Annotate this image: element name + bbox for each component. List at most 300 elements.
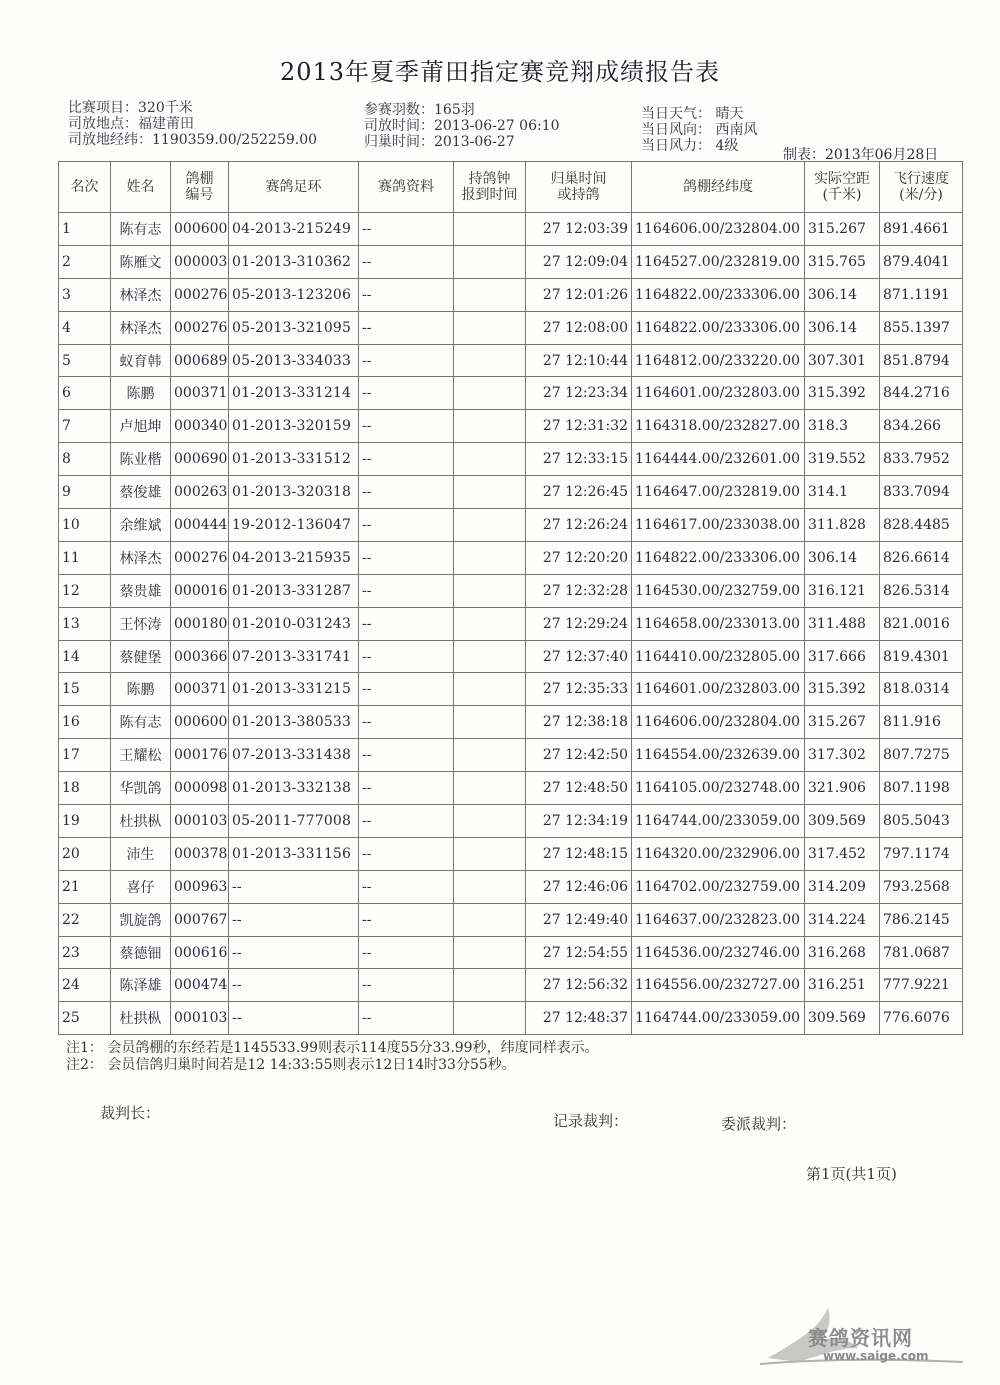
cell-clock — [454, 706, 526, 739]
cell-return-time: 27 12:33:15 — [526, 443, 632, 476]
cell-clock — [454, 278, 526, 311]
table-row — [59, 410, 963, 443]
cell-clock — [454, 213, 526, 246]
column-header: 鸽棚 编号 — [171, 162, 229, 213]
meta-entries: 参赛羽数：165羽 — [364, 102, 475, 118]
cell-info: -- — [359, 739, 454, 772]
cell-rank: 24 — [59, 969, 111, 1002]
cell-return-time: 27 12:03:39 — [526, 213, 632, 246]
cell-speed: 871.1191 — [880, 278, 963, 311]
cell-clock — [454, 509, 526, 542]
cell-name: 林泽杰 — [111, 311, 171, 344]
cell-return-time: 27 12:20:20 — [526, 541, 632, 574]
cell-coords: 1164744.00/233059.00 — [632, 1002, 805, 1035]
table-row — [59, 739, 963, 772]
cell-info: -- — [359, 936, 454, 969]
table-row — [59, 640, 963, 673]
cell-return-time: 27 12:56:32 — [526, 969, 632, 1002]
table-row — [59, 476, 963, 509]
meta-weather: 当日天气： 晴天 — [641, 106, 744, 122]
table-row — [59, 673, 963, 706]
cell-shed-id: 000276 — [171, 311, 229, 344]
meta-release-time: 司放时间：2013-06-27 06:10 — [364, 118, 560, 134]
meta-wind-direction: 当日风向： 西南风 — [641, 122, 758, 138]
cell-distance: 316.251 — [805, 969, 880, 1002]
cell-coords: 1164822.00/233306.00 — [632, 278, 805, 311]
cell-distance: 307.301 — [805, 344, 880, 377]
cell-rank: 12 — [59, 574, 111, 607]
cell-info: -- — [359, 278, 454, 311]
cell-name: 陈有志 — [111, 706, 171, 739]
cell-name: 凯旋鸽 — [111, 903, 171, 936]
cell-ring: -- — [229, 936, 359, 969]
meta-return-date: 归巢时间：2013-06-27 — [364, 134, 515, 150]
cell-rank: 1 — [59, 213, 111, 246]
cell-coords: 1164320.00/232906.00 — [632, 837, 805, 870]
cell-rank: 4 — [59, 311, 111, 344]
table-row — [59, 213, 963, 246]
cell-shed-id: 000371 — [171, 377, 229, 410]
cell-ring: 01-2013-331215 — [229, 673, 359, 706]
cell-clock — [454, 969, 526, 1002]
cell-info: -- — [359, 476, 454, 509]
cell-distance: 321.906 — [805, 772, 880, 805]
table-row — [59, 377, 963, 410]
table-row — [59, 1002, 963, 1035]
cell-return-time: 27 12:48:50 — [526, 772, 632, 805]
cell-shed-id: 000371 — [171, 673, 229, 706]
cell-return-time: 27 12:26:45 — [526, 476, 632, 509]
cell-name: 卢旭坤 — [111, 410, 171, 443]
cell-info: -- — [359, 443, 454, 476]
cell-info: -- — [359, 541, 454, 574]
cell-clock — [454, 870, 526, 903]
cell-ring: 01-2013-310362 — [229, 245, 359, 278]
cell-ring: 01-2013-320159 — [229, 410, 359, 443]
cell-shed-id: 000689 — [171, 344, 229, 377]
cell-distance: 314.209 — [805, 870, 880, 903]
cell-ring: -- — [229, 870, 359, 903]
cell-distance: 314.224 — [805, 903, 880, 936]
watermark-url: www.saige.com — [823, 1349, 929, 1363]
cell-info: -- — [359, 640, 454, 673]
cell-coords: 1164702.00/232759.00 — [632, 870, 805, 903]
cell-speed: 777.9221 — [880, 969, 963, 1002]
cell-clock — [454, 640, 526, 673]
cell-rank: 8 — [59, 443, 111, 476]
cell-info: -- — [359, 903, 454, 936]
cell-clock — [454, 1002, 526, 1035]
cell-clock — [454, 311, 526, 344]
cell-clock — [454, 344, 526, 377]
cell-distance: 311.488 — [805, 607, 880, 640]
cell-ring: 05-2011-777008 — [229, 805, 359, 838]
cell-return-time: 27 12:42:50 — [526, 739, 632, 772]
cell-rank: 23 — [59, 936, 111, 969]
cell-shed-id: 000103 — [171, 1002, 229, 1035]
cell-ring: -- — [229, 969, 359, 1002]
cell-return-time: 27 12:10:44 — [526, 344, 632, 377]
meta-weather-info — [641, 106, 757, 154]
cell-distance: 316.121 — [805, 574, 880, 607]
column-header: 赛鸽资料 — [359, 162, 454, 213]
cell-speed: 807.1198 — [880, 772, 963, 805]
cell-ring: -- — [229, 1002, 359, 1035]
table-row — [59, 245, 963, 278]
cell-return-time: 27 12:32:28 — [526, 574, 632, 607]
cell-return-time: 27 12:09:04 — [526, 245, 632, 278]
cell-shed-id: 000600 — [171, 706, 229, 739]
cell-name: 杜拱枞 — [111, 805, 171, 838]
cell-distance: 314.1 — [805, 476, 880, 509]
cell-rank: 22 — [59, 903, 111, 936]
table-row — [59, 344, 963, 377]
cell-speed: 781.0687 — [880, 936, 963, 969]
cell-clock — [454, 772, 526, 805]
cell-return-time: 27 12:48:15 — [526, 837, 632, 870]
cell-coords: 1164647.00/232819.00 — [632, 476, 805, 509]
column-header: 名次 — [59, 162, 111, 213]
cell-coords: 1164658.00/233013.00 — [632, 607, 805, 640]
column-header: 姓名 — [111, 162, 171, 213]
cell-coords: 1164606.00/232804.00 — [632, 706, 805, 739]
cell-info: -- — [359, 673, 454, 706]
cell-name: 陈鹏 — [111, 377, 171, 410]
cell-coords: 1164617.00/233038.00 — [632, 509, 805, 542]
cell-name: 蔡德钿 — [111, 936, 171, 969]
cell-ring: 01-2013-331214 — [229, 377, 359, 410]
table-row — [59, 772, 963, 805]
cell-distance: 306.14 — [805, 541, 880, 574]
cell-info: -- — [359, 607, 454, 640]
cell-return-time: 27 12:35:33 — [526, 673, 632, 706]
cell-clock — [454, 903, 526, 936]
cell-coords: 1164318.00/232827.00 — [632, 410, 805, 443]
cell-ring: 01-2013-380533 — [229, 706, 359, 739]
cell-name: 蚁育韩 — [111, 344, 171, 377]
cell-clock — [454, 443, 526, 476]
cell-clock — [454, 837, 526, 870]
signature-chief-judge: 裁判长： — [100, 1104, 161, 1122]
cell-speed: 844.2716 — [880, 377, 963, 410]
table-row — [59, 278, 963, 311]
cell-ring: 07-2013-331741 — [229, 640, 359, 673]
table-row — [59, 706, 963, 739]
column-header: 持鸽钟 报到时间 — [454, 162, 526, 213]
cell-speed: 828.4485 — [880, 509, 963, 542]
cell-name: 王怀涛 — [111, 607, 171, 640]
table-header-row — [59, 162, 963, 213]
table-row — [59, 870, 963, 903]
cell-speed: 811.916 — [880, 706, 963, 739]
meta-race-distance: 比赛项目：320千米 — [68, 100, 193, 116]
cell-distance: 317.666 — [805, 640, 880, 673]
page-number: 第1页(共1页) — [806, 1165, 897, 1183]
cell-info: -- — [359, 969, 454, 1002]
cell-distance: 309.569 — [805, 805, 880, 838]
cell-distance: 315.392 — [805, 377, 880, 410]
cell-speed: 807.7275 — [880, 739, 963, 772]
cell-distance: 317.302 — [805, 739, 880, 772]
cell-coords: 1164105.00/232748.00 — [632, 772, 805, 805]
cell-return-time: 27 12:37:40 — [526, 640, 632, 673]
table-row — [59, 443, 963, 476]
table-row — [59, 805, 963, 838]
cell-speed: 805.5043 — [880, 805, 963, 838]
cell-coords: 1164556.00/232727.00 — [632, 969, 805, 1002]
cell-return-time: 27 12:08:00 — [526, 311, 632, 344]
cell-rank: 6 — [59, 377, 111, 410]
cell-coords: 1164744.00/233059.00 — [632, 805, 805, 838]
cell-return-time: 27 12:01:26 — [526, 278, 632, 311]
column-header: 实际空距 (千米) — [805, 162, 880, 213]
cell-rank: 2 — [59, 245, 111, 278]
cell-rank: 7 — [59, 410, 111, 443]
cell-rank: 20 — [59, 837, 111, 870]
cell-speed: 776.6076 — [880, 1002, 963, 1035]
cell-ring: 04-2013-215935 — [229, 541, 359, 574]
cell-name: 华凯鸽 — [111, 772, 171, 805]
note-2: 注2： 会员信鸽归巢时间若是12 14:33:55则表示12日14时33分55秒。 — [66, 1057, 516, 1073]
cell-clock — [454, 805, 526, 838]
table-row — [59, 969, 963, 1002]
cell-coords: 1164822.00/233306.00 — [632, 541, 805, 574]
table-row — [59, 936, 963, 969]
cell-speed: 833.7094 — [880, 476, 963, 509]
table-row — [59, 509, 963, 542]
cell-distance: 306.14 — [805, 311, 880, 344]
table-row — [59, 837, 963, 870]
cell-speed: 818.0314 — [880, 673, 963, 706]
cell-speed: 793.2568 — [880, 870, 963, 903]
cell-coords: 1164606.00/232804.00 — [632, 213, 805, 246]
cell-info: -- — [359, 213, 454, 246]
meta-release-place: 司放地点：福建莆田 — [68, 116, 194, 132]
cell-clock — [454, 541, 526, 574]
cell-coords: 1164601.00/232803.00 — [632, 673, 805, 706]
cell-info: -- — [359, 311, 454, 344]
cell-rank: 14 — [59, 640, 111, 673]
cell-clock — [454, 410, 526, 443]
cell-ring: 05-2013-321095 — [229, 311, 359, 344]
cell-return-time: 27 12:31:32 — [526, 410, 632, 443]
cell-info: -- — [359, 245, 454, 278]
cell-coords: 1164637.00/232823.00 — [632, 903, 805, 936]
cell-shed-id: 000276 — [171, 541, 229, 574]
cell-clock — [454, 673, 526, 706]
cell-name: 蔡俊雄 — [111, 476, 171, 509]
cell-info: -- — [359, 805, 454, 838]
cell-shed-id: 000616 — [171, 936, 229, 969]
cell-speed: 797.1174 — [880, 837, 963, 870]
cell-speed: 826.5314 — [880, 574, 963, 607]
cell-info: -- — [359, 344, 454, 377]
cell-rank: 13 — [59, 607, 111, 640]
cell-coords: 1164444.00/232601.00 — [632, 443, 805, 476]
cell-name: 陈业楷 — [111, 443, 171, 476]
cell-name: 蔡健堡 — [111, 640, 171, 673]
cell-clock — [454, 936, 526, 969]
cell-distance: 315.392 — [805, 673, 880, 706]
cell-shed-id: 000016 — [171, 574, 229, 607]
cell-rank: 21 — [59, 870, 111, 903]
cell-shed-id: 000103 — [171, 805, 229, 838]
cell-name: 王耀松 — [111, 739, 171, 772]
cell-ring: 01-2013-320318 — [229, 476, 359, 509]
cell-name: 陈鹏 — [111, 673, 171, 706]
cell-return-time: 27 12:29:24 — [526, 607, 632, 640]
cell-return-time: 27 12:23:34 — [526, 377, 632, 410]
cell-clock — [454, 607, 526, 640]
cell-distance: 311.828 — [805, 509, 880, 542]
cell-rank: 10 — [59, 509, 111, 542]
cell-ring: 07-2013-331438 — [229, 739, 359, 772]
cell-info: -- — [359, 410, 454, 443]
cell-speed: 826.6614 — [880, 541, 963, 574]
cell-shed-id: 000098 — [171, 772, 229, 805]
results-table — [58, 161, 963, 1035]
cell-return-time: 27 12:54:55 — [526, 936, 632, 969]
cell-shed-id: 000276 — [171, 278, 229, 311]
table-row — [59, 541, 963, 574]
cell-coords: 1164601.00/232803.00 — [632, 377, 805, 410]
cell-return-time: 27 12:49:40 — [526, 903, 632, 936]
signature-delegate: 委派裁判： — [721, 1115, 797, 1133]
cell-coords: 1164554.00/232639.00 — [632, 739, 805, 772]
cell-shed-id: 000444 — [171, 509, 229, 542]
cell-distance: 316.268 — [805, 936, 880, 969]
cell-info: -- — [359, 1002, 454, 1035]
cell-coords: 1164410.00/232805.00 — [632, 640, 805, 673]
cell-rank: 17 — [59, 739, 111, 772]
meta-release-coords: 司放地经纬：1190359.00/252259.00 — [68, 132, 318, 148]
meta-made-date: 制表：2013年06月28日 — [783, 147, 939, 163]
signature-recorder: 记录裁判： — [553, 1112, 629, 1130]
cell-rank: 18 — [59, 772, 111, 805]
cell-coords: 1164530.00/232759.00 — [632, 574, 805, 607]
cell-speed: 891.4661 — [880, 213, 963, 246]
cell-ring: 01-2013-331287 — [229, 574, 359, 607]
cell-ring: 01-2010-031243 — [229, 607, 359, 640]
cell-rank: 9 — [59, 476, 111, 509]
cell-clock — [454, 245, 526, 278]
cell-distance: 315.765 — [805, 245, 880, 278]
cell-coords: 1164812.00/233220.00 — [632, 344, 805, 377]
cell-speed: 879.4041 — [880, 245, 963, 278]
cell-shed-id: 000180 — [171, 607, 229, 640]
cell-ring: 01-2013-332138 — [229, 772, 359, 805]
cell-shed-id: 000767 — [171, 903, 229, 936]
cell-speed: 851.8794 — [880, 344, 963, 377]
cell-rank: 3 — [59, 278, 111, 311]
cell-name: 陈有志 — [111, 213, 171, 246]
cell-return-time: 27 12:48:37 — [526, 1002, 632, 1035]
cell-speed: 833.7952 — [880, 443, 963, 476]
cell-distance: 319.552 — [805, 443, 880, 476]
cell-coords: 1164822.00/233306.00 — [632, 311, 805, 344]
cell-name: 陈泽雄 — [111, 969, 171, 1002]
cell-return-time: 27 12:34:19 — [526, 805, 632, 838]
cell-shed-id: 000690 — [171, 443, 229, 476]
cell-name: 陈雁文 — [111, 245, 171, 278]
cell-name: 林泽杰 — [111, 541, 171, 574]
meta-wind-force: 当日风力： 4级 — [641, 138, 739, 154]
table-row — [59, 311, 963, 344]
cell-name: 杜拱枞 — [111, 1002, 171, 1035]
cell-speed: 834.266 — [880, 410, 963, 443]
notes — [66, 1040, 599, 1074]
cell-shed-id: 000600 — [171, 213, 229, 246]
column-header: 鸽棚经纬度 — [632, 162, 805, 213]
cell-info: -- — [359, 772, 454, 805]
column-header: 归巢时间 或持鸽 — [526, 162, 632, 213]
cell-distance: 309.569 — [805, 1002, 880, 1035]
cell-shed-id: 000378 — [171, 837, 229, 870]
cell-name: 林泽杰 — [111, 278, 171, 311]
cell-rank: 25 — [59, 1002, 111, 1035]
cell-return-time: 27 12:38:18 — [526, 706, 632, 739]
cell-rank: 11 — [59, 541, 111, 574]
cell-shed-id: 000340 — [171, 410, 229, 443]
cell-rank: 15 — [59, 673, 111, 706]
cell-clock — [454, 739, 526, 772]
cell-name: 沛生 — [111, 837, 171, 870]
cell-info: -- — [359, 574, 454, 607]
cell-shed-id: 000003 — [171, 245, 229, 278]
table-row — [59, 607, 963, 640]
cell-ring: 01-2013-331512 — [229, 443, 359, 476]
cell-name: 余维斌 — [111, 509, 171, 542]
cell-shed-id: 000474 — [171, 969, 229, 1002]
cell-distance: 315.267 — [805, 706, 880, 739]
cell-ring: 04-2013-215249 — [229, 213, 359, 246]
cell-distance: 318.3 — [805, 410, 880, 443]
cell-clock — [454, 377, 526, 410]
cell-ring: 05-2013-123206 — [229, 278, 359, 311]
cell-coords: 1164527.00/232819.00 — [632, 245, 805, 278]
cell-shed-id: 000176 — [171, 739, 229, 772]
cell-rank: 16 — [59, 706, 111, 739]
cell-distance: 315.267 — [805, 213, 880, 246]
cell-ring: 19-2012-136047 — [229, 509, 359, 542]
cell-speed: 855.1397 — [880, 311, 963, 344]
cell-ring: 05-2013-334033 — [229, 344, 359, 377]
cell-info: -- — [359, 837, 454, 870]
cell-distance: 306.14 — [805, 278, 880, 311]
cell-info: -- — [359, 377, 454, 410]
note-1: 注1： 会员鸽棚的东经若是1145533.99则表示114度55分33.99秒，纬度同样表示。 — [66, 1040, 599, 1056]
cell-speed: 786.2145 — [880, 903, 963, 936]
meta-race-info — [68, 100, 317, 148]
cell-speed: 819.4301 — [880, 640, 963, 673]
cell-ring: -- — [229, 903, 359, 936]
table-row — [59, 903, 963, 936]
cell-name: 蔡贵雄 — [111, 574, 171, 607]
cell-info: -- — [359, 870, 454, 903]
cell-name: 喜仔 — [111, 870, 171, 903]
cell-return-time: 27 12:26:24 — [526, 509, 632, 542]
cell-clock — [454, 476, 526, 509]
cell-distance: 317.452 — [805, 837, 880, 870]
cell-shed-id: 000366 — [171, 640, 229, 673]
column-header: 飞行速度 (米/分) — [880, 162, 963, 213]
cell-return-time: 27 12:46:06 — [526, 870, 632, 903]
table-row — [59, 574, 963, 607]
cell-ring: 01-2013-331156 — [229, 837, 359, 870]
cell-clock — [454, 574, 526, 607]
cell-info: -- — [359, 706, 454, 739]
report-title: 2013年夏季莆田指定赛竞翔成绩报告表 — [279, 58, 721, 86]
